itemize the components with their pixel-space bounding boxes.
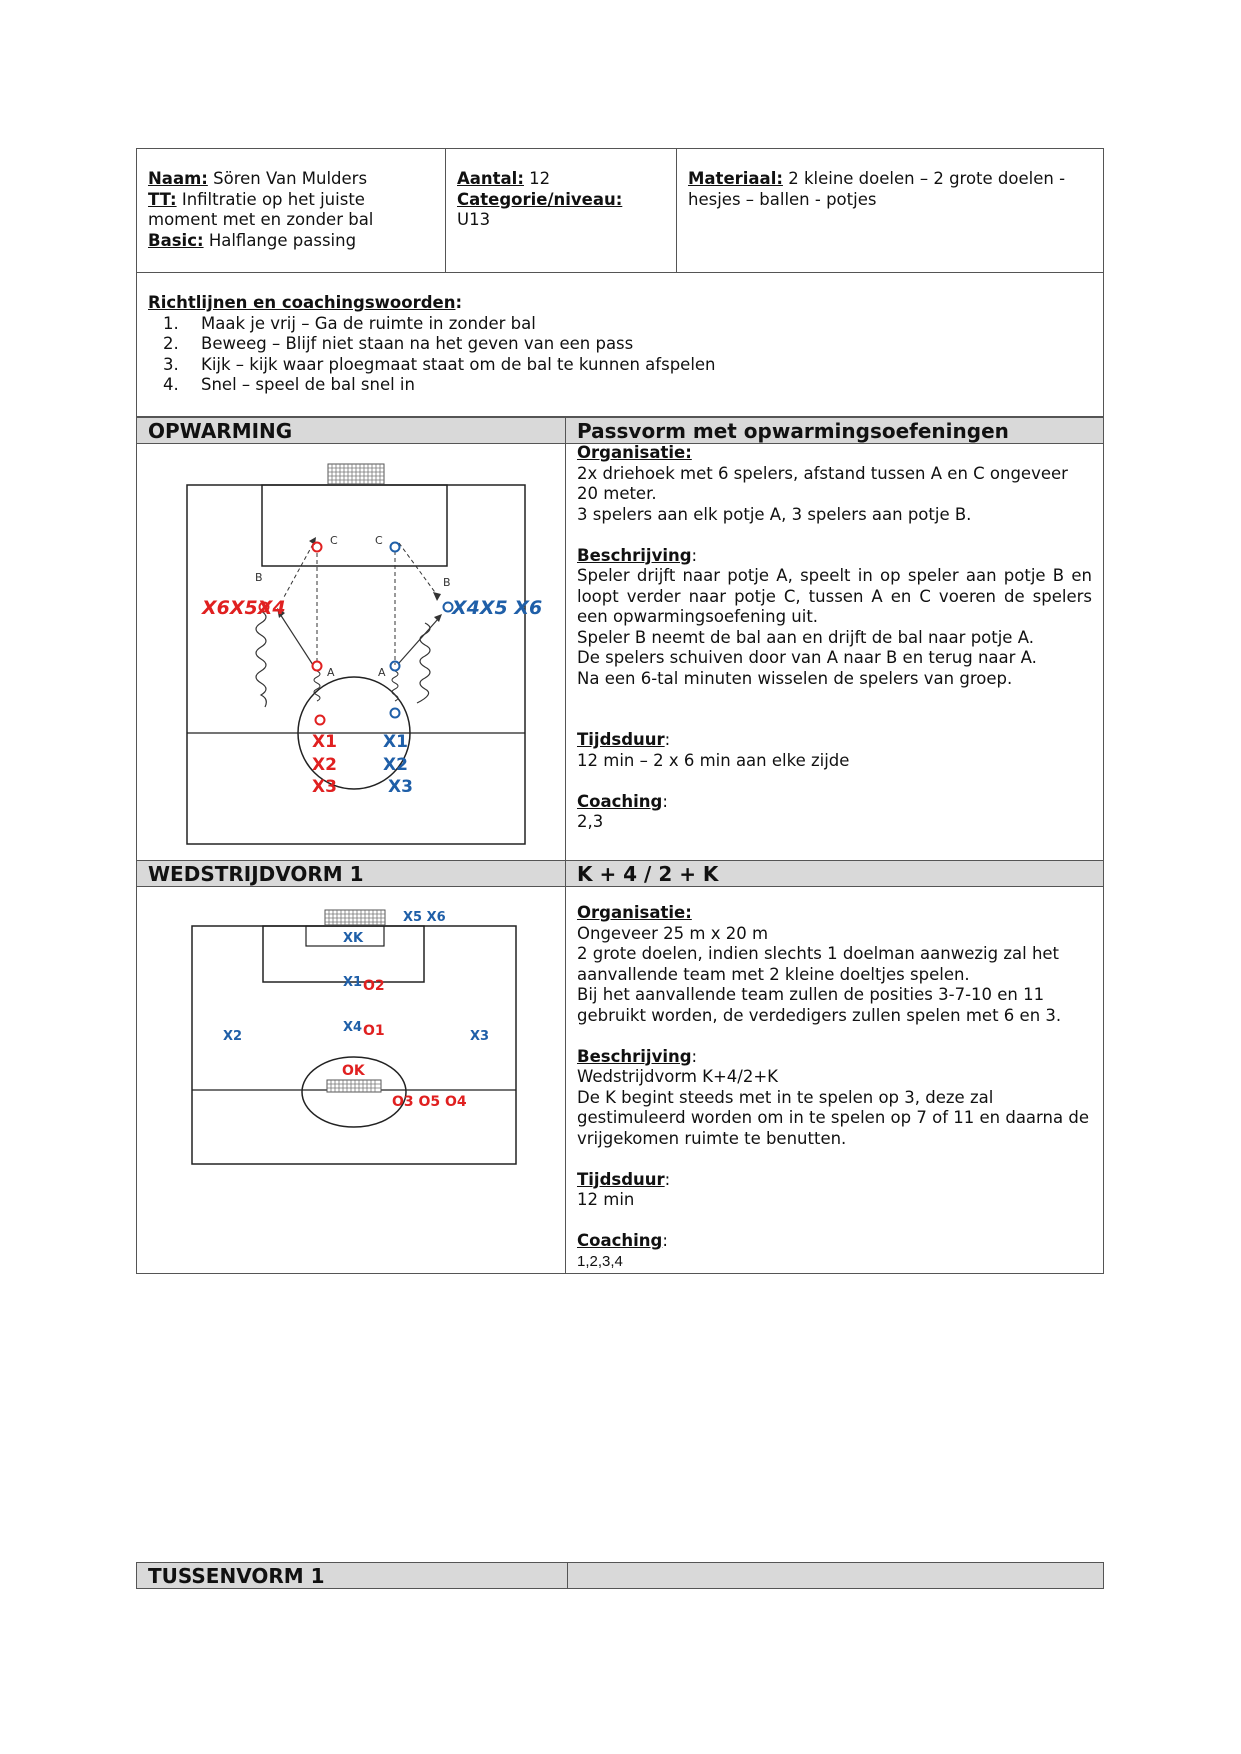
label-b: B <box>443 576 451 589</box>
blue-column-x2: X2 <box>383 755 408 775</box>
wedstrijdvorm-title: WEDSTRIJDVORM 1 <box>136 860 566 887</box>
blue-column-x1: X1 <box>383 732 408 752</box>
colon: : <box>662 791 668 811</box>
basic-label: Basic: <box>148 230 204 250</box>
red-ok: OK <box>342 1063 365 1079</box>
blue-players-right: X4X5 X6 <box>452 597 543 619</box>
coaching-label: Coaching <box>577 1231 663 1250</box>
dashed-arrow <box>399 543 437 595</box>
beschrijving-line: De spelers schuiven door van A naar B en terug naar A. <box>577 648 1037 667</box>
blue-x3: X3 <box>470 1029 490 1044</box>
red-column-x1: X1 <box>312 732 337 752</box>
beschrijving-label: Beschrijving <box>577 1046 692 1066</box>
blue-x1: X1 <box>343 975 363 990</box>
organisatie-label: Organisatie: <box>577 903 692 922</box>
header-cell-aantal <box>446 149 677 273</box>
list-num: 2. <box>163 334 179 353</box>
goal-net-icon <box>328 464 384 484</box>
list-text: Maak je vrij – Ga de ruimte in zonder bal <box>201 313 536 333</box>
list-num: 1. <box>163 313 179 333</box>
categorie-label: Categorie/niveau: <box>457 189 623 209</box>
basic-value: Halflange passing <box>203 230 357 250</box>
red-column-x3: X3 <box>312 777 337 797</box>
wedstrijdvorm-diagram <box>137 886 565 1270</box>
label-b: B <box>255 571 263 584</box>
goal-net-icon <box>325 910 385 925</box>
tijdsduur-value: 12 min <box>577 1190 635 1209</box>
list-item <box>163 334 1092 355</box>
dribble-line <box>314 671 320 701</box>
list-item <box>163 375 1092 396</box>
beschrijving-line: Speler drijft naar potje A, speelt in op speler aan potje B en loopt verder naar potje C, tussen A en C voeren de spelers een opwarmingsoefening uit. <box>577 566 1092 626</box>
wedstrijdvorm-diagram-cell <box>136 886 566 1274</box>
coaching-value: 2,3 <box>577 812 604 831</box>
naam-value: Sören Van Mulders <box>207 169 368 188</box>
organisatie-line: 2 grote doelen, indien slechts 1 doelman aanwezig zal het aanvallende team met 2 kleine doeltjes spelen. <box>577 944 1060 984</box>
blue-x5-x6: X5 X6 <box>403 910 446 925</box>
organisatie-label: Organisatie: <box>577 443 692 462</box>
list-item <box>163 354 1092 376</box>
tijdsduur-label: Tijdsduur <box>577 1169 665 1189</box>
organisatie-line: 3 spelers aan elk potje A, 3 spelers aan potje B. <box>577 504 972 524</box>
red-players-left: X6X5X4 <box>202 597 286 619</box>
header-cell-materiaal <box>677 149 1104 273</box>
dribble-line <box>392 671 398 701</box>
colon: : <box>664 730 671 749</box>
list-item <box>163 313 1092 335</box>
opwarming-diagram <box>137 443 565 857</box>
wedstrijdvorm-subtitle: K + 4 / 2 + K <box>565 860 1104 887</box>
aantal-value: 12 <box>523 169 551 188</box>
coaching-value: 1,2,3,4 <box>577 1252 623 1270</box>
coaching-label: Coaching <box>577 791 663 811</box>
colon: : <box>662 1231 668 1250</box>
tussenvorm-right <box>567 1562 1104 1589</box>
aantal-label: Aantal: <box>457 169 524 188</box>
organisatie-line: Bij het aanvallende team zullen de posities 3-7-10 en 11 gebruikt worden, de verdedigers zullen spelen met 6 en 3. <box>577 985 1062 1025</box>
tussenvorm-title: TUSSENVORM 1 <box>136 1562 568 1589</box>
list-text: Kijk – kijk waar ploegmaat staat om de bal te kunnen afspelen <box>201 354 716 374</box>
categorie-value: U13 <box>457 210 491 229</box>
red-o3-o5-o4: O3 O5 O4 <box>392 1094 467 1110</box>
list-num: 3. <box>163 354 179 374</box>
organisatie-line: Ongeveer 25 m x 20 m <box>577 923 769 943</box>
dashed-arrow <box>284 544 313 597</box>
guidelines-list <box>148 314 1092 396</box>
arrow-head <box>433 592 441 601</box>
beschrijving-label: Beschrijving <box>577 545 692 565</box>
label-c: C <box>330 534 338 547</box>
header-table <box>136 148 1104 273</box>
label-a: A <box>378 666 386 679</box>
blue-x4: X4 <box>343 1020 363 1035</box>
goal-net-icon <box>327 1080 381 1092</box>
tijdsduur-label: Tijdsduur <box>577 730 665 749</box>
red-o1: O1 <box>363 1023 385 1039</box>
tt-label: TT: <box>148 189 177 209</box>
opwarming-subtitle: Passvorm met opwarmingsoefeningen <box>565 417 1104 444</box>
tijdsduur-value: 12 min – 2 x 6 min aan elke zijde <box>577 750 850 770</box>
cone-red-a <box>313 662 322 671</box>
guidelines-box <box>136 272 1104 417</box>
materiaal-value: 2 kleine doelen – 2 grote doelen - hesjes – ballen - potjes <box>688 169 1066 209</box>
cone-red-start <box>316 716 325 725</box>
guidelines-colon: : <box>455 293 463 312</box>
opwarming-text-cell <box>565 443 1104 861</box>
list-num: 4. <box>163 375 179 394</box>
list-text: Snel – speel de bal snel in <box>201 375 415 394</box>
penalty-box <box>262 485 447 566</box>
label-a: A <box>327 666 335 679</box>
dribble-line <box>417 623 430 703</box>
pitch-outline <box>192 926 516 1164</box>
materiaal-label: Materiaal: <box>688 169 783 188</box>
wedstrijdvorm-text-cell <box>565 886 1104 1274</box>
naam-label: Naam: <box>148 169 208 188</box>
pitch-outline <box>187 485 525 844</box>
beschrijving-line: De K begint steeds met in te spelen op 3, deze zal gestimuleerd worden om in te spelen op 7 of 11 en daarna de vrijgekomen ruimte te benutten. <box>577 1087 1089 1148</box>
beschrijving-line: Speler B neemt de bal aan en drijft de bal naar potje A. <box>577 627 1034 647</box>
opwarming-title: OPWARMING <box>136 417 566 444</box>
blue-x2: X2 <box>223 1029 243 1044</box>
blue-xk: XK <box>343 931 364 946</box>
guidelines-title: Richtlijnen en coachingswoorden <box>148 293 456 312</box>
pass-arrow <box>280 614 313 665</box>
list-text: Beweeg – Blijf niet staan na het geven van een pass <box>201 334 634 353</box>
blue-column-x3: X3 <box>388 777 413 797</box>
label-c: C <box>375 534 383 547</box>
colon: : <box>664 1169 671 1189</box>
organisatie-line: 2x driehoek met 6 spelers, afstand tussen A en C ongeveer 20 meter. <box>577 463 1068 503</box>
red-column-x2: X2 <box>312 755 337 775</box>
pass-arrow <box>399 619 438 663</box>
beschrijving-line: Na een 6-tal minuten wisselen de spelers van groep. <box>577 668 1013 688</box>
colon: : <box>691 545 698 565</box>
red-o2: O2 <box>363 978 385 994</box>
tt-value: Infiltratie op het juiste moment met en zonder bal <box>148 189 374 229</box>
cone-blue-a <box>391 662 400 671</box>
cone-blue-start <box>391 709 400 718</box>
dribble-line <box>256 611 266 707</box>
colon: : <box>691 1046 698 1066</box>
cone-blue-c <box>391 543 400 552</box>
beschrijving-line: Wedstrijdvorm K+4/2+K <box>577 1067 778 1086</box>
header-cell-naam <box>137 149 446 273</box>
arrow-head <box>434 614 442 622</box>
cone-red-c <box>313 543 322 552</box>
opwarming-diagram-cell <box>136 443 566 861</box>
